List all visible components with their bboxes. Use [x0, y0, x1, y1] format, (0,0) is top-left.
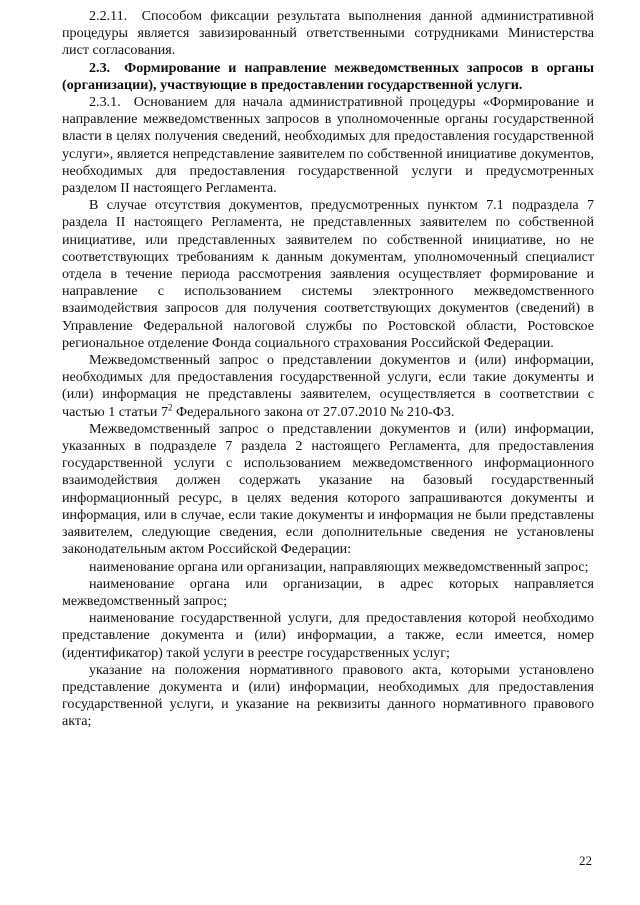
- section-title: Формирование и направление межведомственных запросов в органы (организации), участвующие в предоставлении государственной услуги.: [62, 59, 594, 93]
- list-item: [62, 610, 594, 662]
- clause-number: 2.3.1.: [89, 94, 121, 111]
- paragraph-text: Межведомственный запрос о представлении документов и (или) информации, указанных в подразделе 7 раздела 2 настоящего Регламента, для предоставления государственной услуги с использованием межведомственного информационного взаимодействия должен содержать указание на базовый государственный информационный ресурс, в целях ведения которого запрашиваются документы и информация, или в случае, если такие документы и информация не были представлены заявителем, следующие сведения, если дополнительные сведения не установлены законодательным актом Российской Федерации:: [62, 420, 594, 558]
- paragraph-missing-documents: [62, 197, 594, 352]
- list-item-text: наименование государственной услуги, для предоставления которой необходимо представление документа и (или) информации, а также, если имеется, номер (идентификатор) такой услуги в реестре государственных услуг;: [62, 610, 594, 661]
- paragraph-2-3-1: [62, 94, 594, 197]
- list-item: [62, 576, 594, 610]
- paragraph-2-2-11: [62, 8, 594, 60]
- list-item: [62, 559, 594, 576]
- list-item: [62, 662, 594, 731]
- list-item-text: наименование органа или организации, направляющих межведомственный запрос;: [89, 558, 589, 575]
- paragraph-request-contents: [62, 421, 594, 559]
- paragraph-text: Основанием для начала административной процедуры «Формирование и направление межведомственных запросов в уполномоченные органы государственной власти в целях получения сведений, необходимых для предоставления государственной услуги», является непредставление заявителем по собственной инициативе документов, необходимых для предоставления государственной услуги и предусмотренных разделом II настоящего Регламента.: [62, 94, 594, 197]
- page-number: 22: [579, 853, 592, 868]
- superscript: 2: [168, 401, 173, 412]
- paragraph-text: В случае отсутствия документов, предусмотренных пунктом 7.1 подраздела 7 раздела II настоящего Регламента, не представленных заявителем по собственной инициативе, или представленных заявителем по собственной инициативе, но не соответствующих требованиям к данным документам, уполномоченный специалист отдела в течение периода рассмотрения заявления осуществляет формирование и направление с использованием системы электронного межведомственного взаимодействия запросов для получения соответствующих документов (сведений) в Управление Федеральной налоговой службы по Ростовской области, Ростовское региональное отделение Фонда социального страхования Российской Федерации.: [62, 197, 594, 351]
- paragraph-text: Способом фиксации результата выполнения данной административной процедуры является завизированный ответственными сотрудниками Министерства лист согласования.: [62, 8, 594, 59]
- page-body: [62, 8, 594, 731]
- paragraph-interagency-request-law: [62, 352, 594, 421]
- list-item-text: указание на положения нормативного правового акта, которыми установлено представление документа и (или) информации, необходимых для предоставления государственной услуги, и указание на реквизиты данного нормативного правового акта;: [62, 661, 594, 730]
- list-item-text: наименование органа или организации, в адрес которых направляется межведомственный запрос;: [62, 575, 594, 609]
- section-number: 2.3.: [89, 59, 111, 76]
- paragraph-text: Межведомственный запрос о представлении документов и (или) информации, необходимых для предоставления государственной услуги, если такие документы и (или) информация не представлены заявителем, осуществляется в соответствии с частью 1 статьи 7: [62, 352, 594, 420]
- clause-number: 2.2.11.: [89, 8, 128, 24]
- paragraph-text-continued: Федерального закона от 27.07.2010 № 210-ФЗ.: [172, 403, 455, 420]
- section-heading-2-3: [62, 60, 594, 94]
